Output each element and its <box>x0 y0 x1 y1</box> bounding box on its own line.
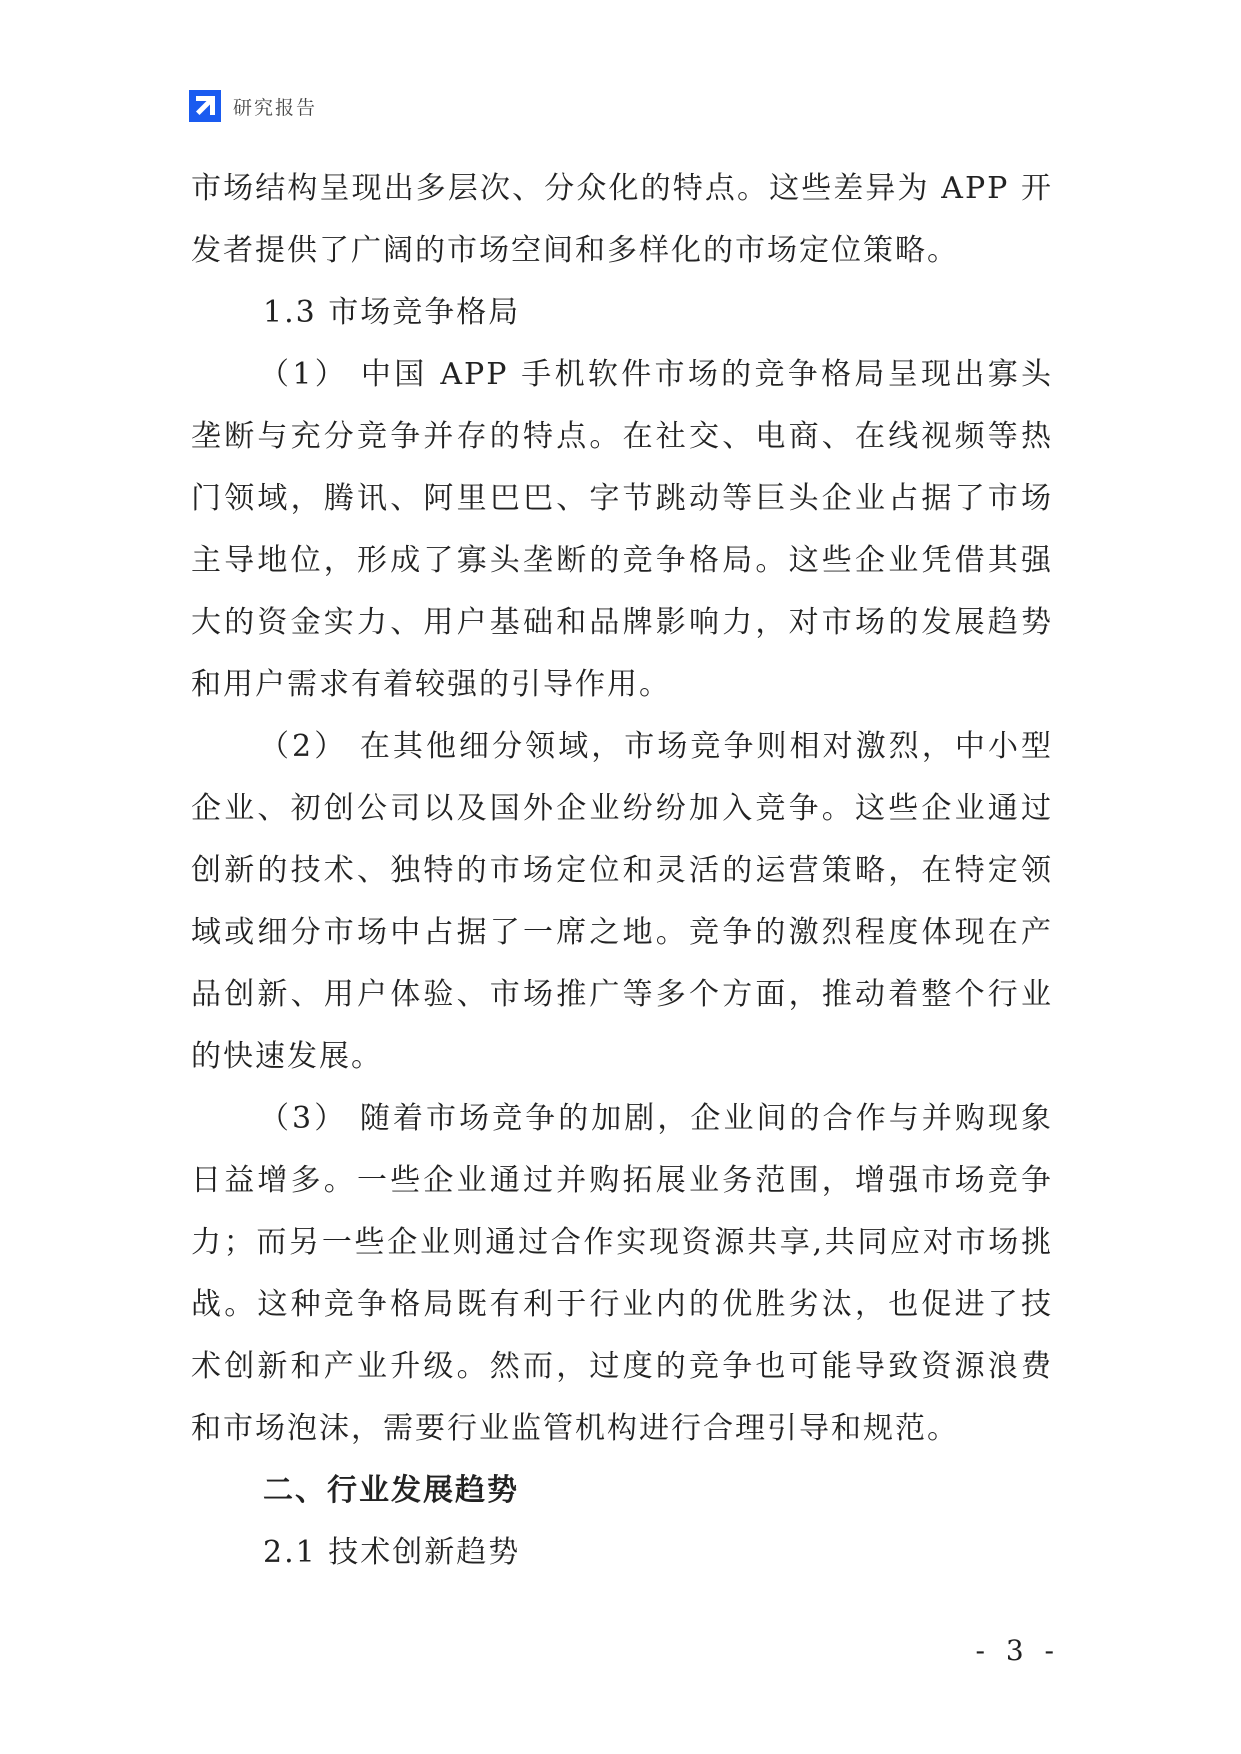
paragraph-market-structure: 市场结构呈现出多层次、分众化的特点。这些差异为 APP 开发者提供了广阔的市场空间和多样化的市场定位策略。 <box>191 171 1053 268</box>
report-header <box>189 88 317 124</box>
page-number: - 3 - <box>975 1634 1060 1667</box>
report-arrow-logo-icon <box>189 90 221 122</box>
chapter-heading-2: 二、行业发展趋势 <box>263 1473 519 1508</box>
header-title: 研究报告 <box>233 96 318 119</box>
section-heading-2-1: 2.1 技术创新趋势 <box>263 1535 521 1570</box>
document-body <box>191 158 1053 1584</box>
paragraph-competition-2: （2） 在其他细分领域，市场竞争则相对激烈，中小型企业、初创公司以及国外企业纷纷加入竞争。这些企业通过创新的技术、独特的市场定位和灵活的运营策略，在特定领域或细分市场中占据了一席之地。竞争的激烈程度体现在产品创新、用户体验、市场推广等多个方面，推动着整个行业的快速发展。 <box>191 729 1053 1074</box>
section-heading-1-3: 1.3 市场竞争格局 <box>263 295 521 330</box>
paragraph-competition-3: （3） 随着市场竞争的加剧，企业间的合作与并购现象日益增多。一些企业通过并购拓展业务范围，增强市场竞争力；而另一些企业则通过合作实现资源共享,共同应对市场挑战。这种竞争格局既有利于行业内的优胜劣汰，也促进了技术创新和产业升级。然而，过度的竞争也可能导致资源浪费和市场泡沫，需要行业监管机构进行合理引导和规范。 <box>191 1101 1053 1446</box>
paragraph-competition-1: （1） 中国 APP 手机软件市场的竞争格局呈现出寡头垄断与充分竞争并存的特点。在社交、电商、在线视频等热门领域，腾讯、阿里巴巴、字节跳动等巨头企业占据了市场主导地位，形成了寡头垄断的竞争格局。这些企业凭借其强大的资金实力、用户基础和品牌影响力，对市场的发展趋势和用户需求有着较强的引导作用。 <box>191 357 1053 702</box>
